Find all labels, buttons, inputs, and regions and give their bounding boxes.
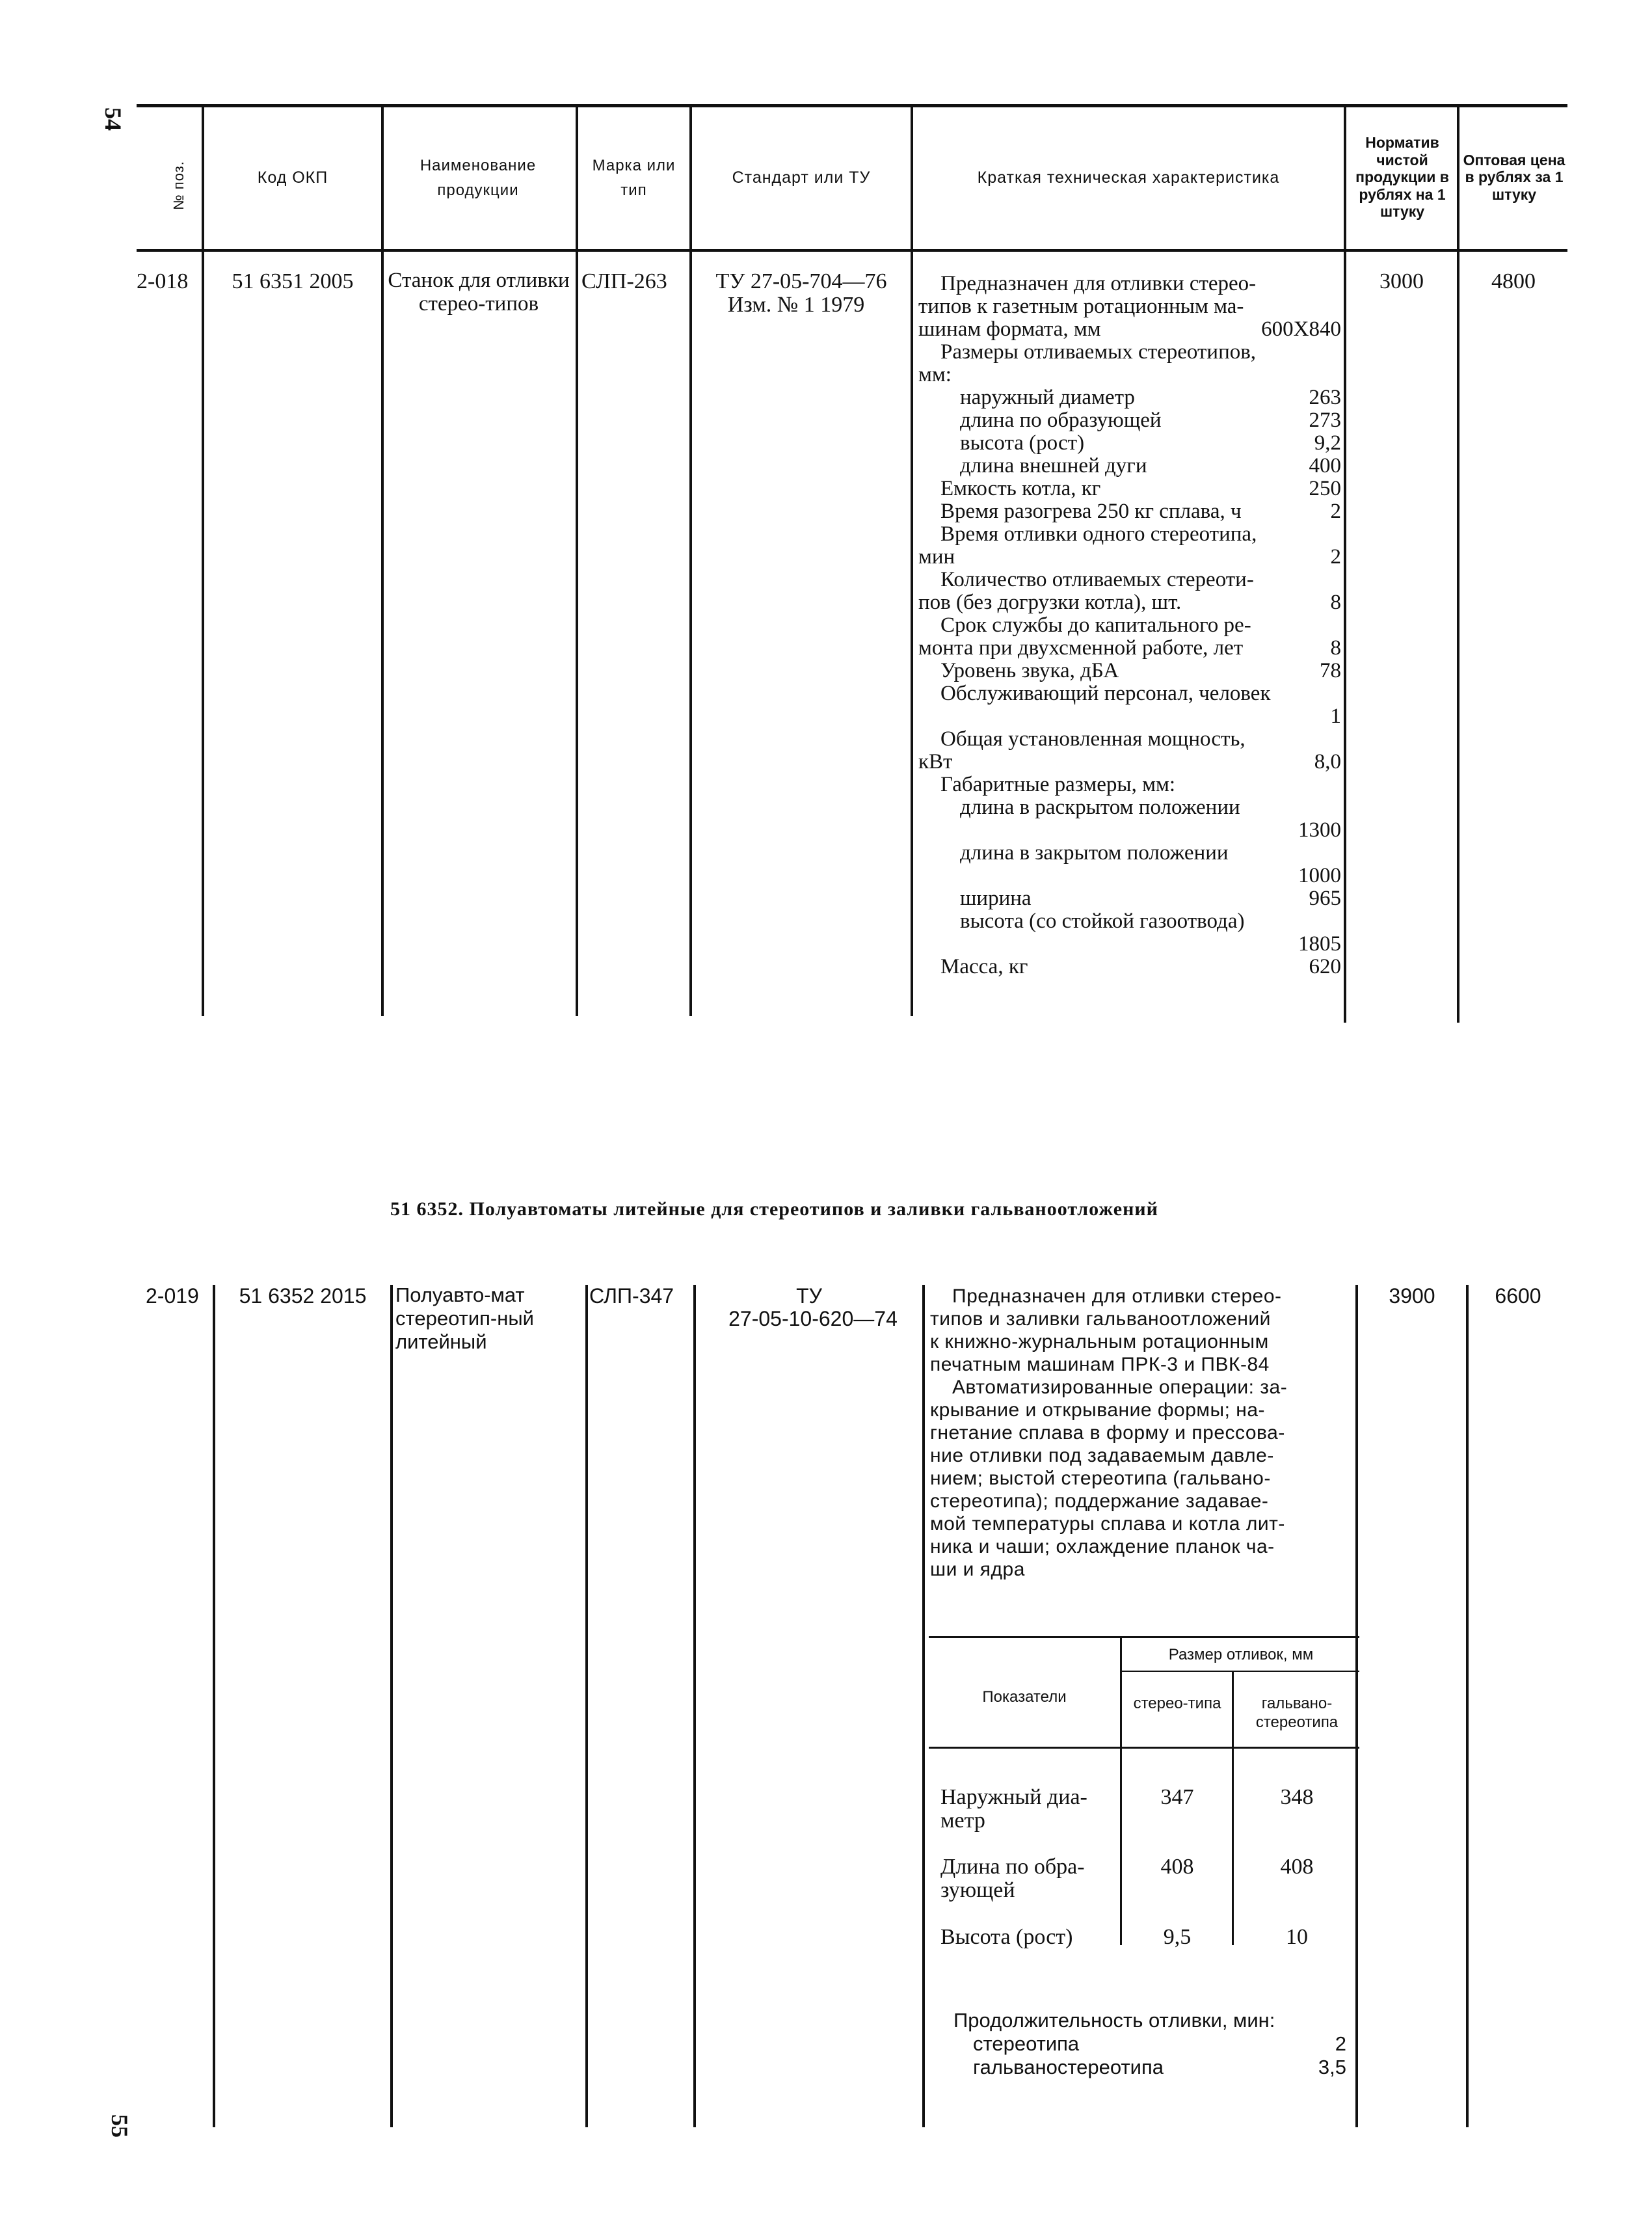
- description-line: [918, 295, 1341, 318]
- description-line: [918, 887, 1341, 910]
- description-text: Автоматизированные операции: за-: [952, 1377, 1288, 1398]
- inner-header-stereo: стерео-типа: [1133, 1695, 1221, 1712]
- description-text: длина в закрытом положении: [960, 841, 1229, 865]
- description-value: 250: [1309, 477, 1341, 500]
- description-line: [918, 637, 1341, 660]
- description-line: [918, 591, 1341, 614]
- description-value: 263: [1309, 386, 1341, 409]
- description-text: Время разогрева 250 кг сплава, ч: [940, 500, 1242, 523]
- description-text: печатным машинам ПРК-3 и ПВК-84: [930, 1354, 1270, 1375]
- row-okp: 51 6351 2005: [232, 269, 354, 293]
- description-text: к книжно-журнальным ротационным: [930, 1331, 1269, 1352]
- description-text: монта при двухсменной работе, лет: [918, 636, 1244, 660]
- description-line: [918, 773, 1341, 796]
- row-standard-1: ТУ 27-05-704—76: [715, 269, 887, 293]
- header-name: Наименование продукции: [420, 156, 537, 199]
- description-line: [918, 569, 1341, 591]
- description-line: [930, 1353, 1353, 1376]
- description-text: типов к газетным ротационным ма-: [918, 295, 1244, 318]
- description-text: наружный диаметр: [960, 386, 1135, 409]
- col-divider: [1457, 105, 1459, 1023]
- inner-row-name: Наружный диа-метр: [940, 1785, 1087, 1833]
- description-text: Масса, кг: [940, 955, 1028, 978]
- description-text: ширина: [960, 887, 1032, 910]
- description-text: Обслуживающий персонал, человек: [940, 682, 1271, 705]
- inner-row-galv: 10: [1286, 1925, 1308, 1949]
- description-text: Емкость котла, кг: [940, 477, 1101, 500]
- description-line: [918, 273, 1341, 295]
- description-line: [918, 341, 1341, 364]
- inner-row-name: Длина по обра-зующей: [940, 1855, 1085, 1902]
- description-value: 9,2: [1314, 431, 1341, 455]
- description-text: длина в раскрытом положении: [960, 796, 1240, 819]
- section-title: 51 6352. Полуавтоматы литейные для стереотипов и заливки гальваноотложений: [390, 1198, 1158, 1220]
- description-line: [930, 1285, 1353, 1308]
- description-text: Общая установленная мощность,: [940, 727, 1246, 751]
- description-line: [918, 796, 1341, 819]
- description-text: Количество отливаемых стереоти-: [940, 568, 1254, 591]
- description-line: [918, 386, 1341, 409]
- description-value: 1: [1330, 705, 1341, 728]
- description-text: Уровень звука, дБА: [940, 659, 1119, 682]
- row-pos: 2-019: [146, 1284, 199, 1308]
- row-mark: СЛП-263: [581, 269, 667, 293]
- description-line: [930, 1421, 1353, 1444]
- row-price: 4800: [1491, 269, 1536, 293]
- inner-row-stereo: 347: [1160, 1785, 1194, 1809]
- header-tech: Краткая техническая характеристика: [977, 168, 1280, 187]
- inner-row-stereo: 408: [1160, 1855, 1194, 1879]
- description-line: [918, 728, 1341, 751]
- description-line: [930, 1444, 1353, 1467]
- description-text: пов (без догрузки котла), шт.: [918, 591, 1182, 614]
- header-standard: Стандарт или ТУ: [732, 168, 871, 187]
- description-line: [918, 865, 1341, 887]
- description-text: Предназначен для отливки стерео-: [952, 1285, 1282, 1307]
- description-value: 78: [1320, 659, 1341, 682]
- description-text: высота (со стойкой газоотвода): [960, 909, 1245, 933]
- header-price: Оптовая цена в рублях за 1 штуку: [1463, 151, 1565, 203]
- row-description: [930, 1285, 1353, 1581]
- description-line: [918, 933, 1341, 956]
- header-okp: Код ОКП: [257, 168, 328, 187]
- description-line: [918, 546, 1341, 569]
- description-line: [918, 660, 1341, 682]
- row-pos: 2-018: [137, 269, 189, 293]
- description-value: 600Х840: [1261, 317, 1341, 341]
- inner-table-divider: [1120, 1636, 1122, 1945]
- description-value: 2: [1330, 500, 1341, 523]
- description-value: 8: [1330, 591, 1341, 614]
- description-value: 8: [1330, 636, 1341, 660]
- inner-table-rule: [929, 1636, 1359, 1638]
- description-text: Срок службы до капитального ре-: [940, 613, 1251, 637]
- col-divider: [1466, 1285, 1469, 2127]
- description-value: 1805: [1298, 932, 1341, 956]
- row-standard-2: 27-05-10-620—74: [728, 1307, 898, 1330]
- row-name: Полуавто-мат стереотип-ный литейный: [395, 1284, 534, 1353]
- description-line: [930, 1467, 1353, 1490]
- description-line: [918, 409, 1341, 432]
- col-divider: [585, 1285, 588, 2127]
- duration-stereo-value: 2: [1335, 2032, 1346, 2055]
- row-norm: 3000: [1379, 269, 1424, 293]
- header-pos: № поз.: [170, 161, 187, 210]
- inner-header-indicators: Показатели: [982, 1688, 1067, 1706]
- description-text: стереотипа); поддержание задавае-: [930, 1490, 1269, 1512]
- description-line: [930, 1308, 1353, 1330]
- description-text: ние отливки под задаваемым давле-: [930, 1445, 1274, 1466]
- description-line: [918, 910, 1341, 933]
- duration-galv-value: 3,5: [1318, 2056, 1346, 2078]
- description-line: [918, 614, 1341, 637]
- description-value: 8,0: [1314, 750, 1341, 773]
- duration-title: Продолжительность отливки, мин:: [953, 2009, 1275, 2032]
- inner-row-name: Высота (рост): [940, 1925, 1073, 1949]
- description-text: ника и чаши; охлаждение планок ча-: [930, 1536, 1275, 1557]
- description-value: 273: [1309, 409, 1341, 432]
- col-divider: [381, 105, 384, 1016]
- duration-stereo-label: стереотипа: [973, 2032, 1080, 2055]
- row-price: 6600: [1495, 1284, 1541, 1308]
- row-standard-2: Изм. № 1 1979: [727, 293, 865, 317]
- description-value: 1000: [1298, 864, 1341, 887]
- description-line: [918, 705, 1341, 728]
- header-mark: Марка или тип: [592, 156, 676, 199]
- description-text: Габаритные размеры, мм:: [940, 773, 1176, 796]
- description-value: 1300: [1298, 818, 1341, 842]
- row-okp: 51 6352 2015: [239, 1284, 367, 1308]
- description-line: [930, 1558, 1353, 1581]
- description-line: [930, 1513, 1353, 1535]
- description-text: мм:: [918, 363, 952, 386]
- description-line: [918, 751, 1341, 773]
- row-mark: СЛП-347: [589, 1284, 674, 1308]
- description-line: [918, 842, 1341, 865]
- inner-table-rule: [929, 1747, 1359, 1749]
- row-norm: 3900: [1389, 1284, 1435, 1308]
- inner-row-stereo: 9,5: [1163, 1925, 1192, 1949]
- col-divider: [213, 1285, 215, 2127]
- page-number-bottom: 55: [107, 2114, 133, 2138]
- table-header-rule: [137, 249, 1567, 252]
- description-line: [918, 819, 1341, 842]
- description-text: мин: [918, 545, 955, 569]
- description-line: [930, 1535, 1353, 1558]
- description-line: [930, 1376, 1353, 1399]
- description-text: нием; выстой стереотипа (гальвано-: [930, 1468, 1271, 1489]
- description-line: [918, 455, 1341, 477]
- description-value: 620: [1309, 955, 1341, 978]
- description-line: [930, 1330, 1353, 1353]
- row-standard-1: ТУ: [796, 1284, 822, 1308]
- description-text: мой температуры сплава и котла лит-: [930, 1513, 1285, 1535]
- row-description: [918, 273, 1341, 978]
- description-text: Предназначен для отливки стерео-: [940, 272, 1257, 295]
- col-divider: [390, 1285, 393, 2127]
- inner-table-rule: [1120, 1671, 1359, 1672]
- description-text: кВт: [918, 750, 953, 773]
- description-value: 965: [1309, 887, 1341, 910]
- description-text: гнетание сплава в форму и прессова-: [930, 1422, 1285, 1444]
- inner-header-size: Размер отливок, мм: [1168, 1646, 1314, 1663]
- page-number-top: 54: [100, 107, 126, 131]
- description-line: [930, 1490, 1353, 1513]
- description-text: высота (рост): [960, 431, 1085, 455]
- description-text: ши и ядра: [930, 1559, 1025, 1580]
- header-norm: Норматив чистой продукции в рублях на 1 штуку: [1355, 134, 1449, 221]
- description-text: длина внешней дуги: [960, 454, 1147, 477]
- inner-header-galv: гальвано-стереотипа: [1255, 1695, 1339, 1731]
- description-line: [918, 364, 1341, 386]
- description-line: [918, 318, 1341, 341]
- description-text: крывание и открывание формы; на-: [930, 1399, 1266, 1421]
- description-line: [918, 500, 1341, 523]
- description-line: [918, 956, 1341, 978]
- description-value: 2: [1330, 545, 1341, 569]
- description-value: 400: [1309, 454, 1341, 477]
- description-text: Размеры отливаемых стереотипов,: [940, 340, 1257, 364]
- duration-galv-label: гальваностереотипа: [973, 2056, 1164, 2078]
- description-line: [918, 477, 1341, 500]
- description-text: типов и заливки гальваноотложений: [930, 1308, 1271, 1330]
- description-line: [918, 432, 1341, 455]
- col-divider: [1344, 105, 1346, 1023]
- description-line: [918, 523, 1341, 546]
- col-divider: [693, 1285, 696, 2127]
- row-name: Станок для отливки стерео-типов: [388, 269, 570, 316]
- description-text: шинам формата, мм: [918, 317, 1101, 341]
- col-divider: [922, 1285, 925, 2127]
- inner-row-galv: 348: [1280, 1785, 1314, 1809]
- inner-row-galv: 408: [1280, 1855, 1314, 1879]
- description-text: длина по образующей: [960, 409, 1162, 432]
- inner-table-divider: [1232, 1671, 1234, 1945]
- description-text: Время отливки одного стереотипа,: [940, 522, 1257, 546]
- description-line: [918, 682, 1341, 705]
- description-line: [930, 1399, 1353, 1421]
